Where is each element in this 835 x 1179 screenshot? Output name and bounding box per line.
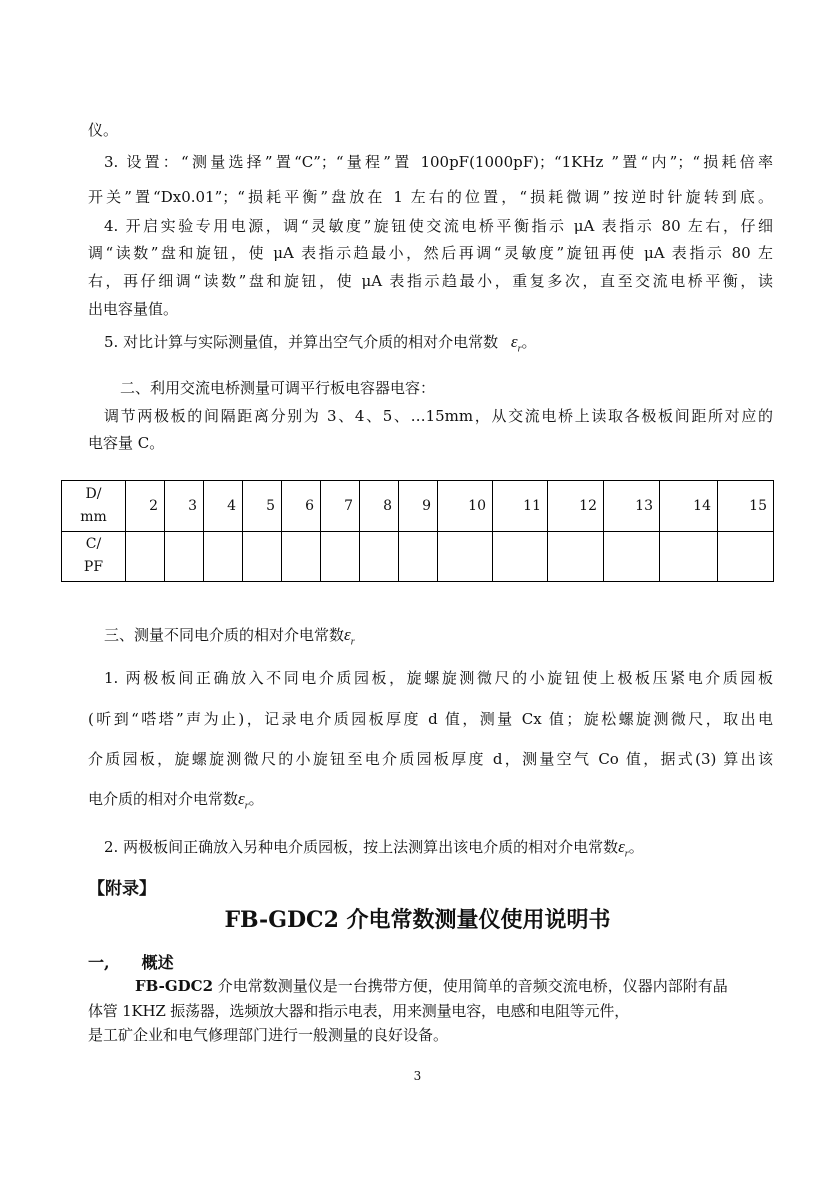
epsilon-char: ε: [618, 837, 625, 856]
capacitance-header-top: C/: [85, 536, 102, 553]
table-cell: 3: [165, 481, 204, 532]
overview-heading-text: 概述: [141, 953, 174, 972]
step3-line1: 3. 设置：“测量选择”置“C”；“量程”置 100pF(1000pF)；“1KHz ”置“内”；“损耗倍率: [104, 153, 773, 171]
epsilon-symbol: [618, 837, 629, 860]
period: 。: [248, 790, 264, 808]
table-cell-empty: [548, 531, 604, 582]
epsilon-sub: r: [517, 343, 522, 355]
table-cell-empty: [438, 531, 493, 582]
overview-line1: [135, 975, 775, 996]
table-cell: 11: [493, 481, 548, 532]
step4-line2: 调“读数”盘和旋钮，使 μA 表指示趋最小，然后再调“灵敏度”旋钮再使 μA 表指示 80 左: [88, 244, 773, 262]
table-row-distance: [62, 481, 774, 532]
table-cell-empty: [204, 531, 243, 582]
overview-line3: 是工矿企业和电气修理部门进行一般测量的良好设备。: [88, 1026, 449, 1044]
table-cell-empty: [493, 531, 548, 582]
epsilon-char: ε: [344, 625, 351, 644]
epsilon-symbol: [238, 789, 249, 812]
step3-line2: 开关”置“Dx0.01”；“损耗平衡”盘放在 1 左右的位置，“损耗微调”按逆时针旋转到底。: [88, 188, 773, 206]
capacitance-header-bottom: PF: [83, 559, 104, 576]
epsilon-symbol: [510, 332, 522, 355]
s3-p1-line1: 1. 两极板间正确放入不同电介质园板，旋螺旋测微尺的小旋钮使上极板压紧电介质园板: [104, 669, 773, 687]
overview-heading: [88, 950, 775, 973]
step4-line4: 出电容量值。: [88, 300, 179, 318]
distance-header-top: D/: [85, 485, 102, 502]
section2-line1: 调节两极板的间隔距离分别为 3、4、5、…15mm，从交流电桥上读取各极板间距所对应的: [104, 407, 773, 425]
table-cell-empty: [718, 531, 774, 582]
overview-line1-text: 介电常数测量仪是一台携带方便，使用简单的音频交流电桥，仪器内部附有晶: [213, 977, 728, 995]
text-line: 仪。: [88, 121, 119, 139]
s3-p1-line3: 介质园板，旋螺旋测微尺的小旋钮至电介质园板厚度 d，测量空气 Co 值，据式(3) 算出该: [88, 750, 773, 768]
epsilon-sub: r: [244, 800, 249, 812]
overview-product-name: FB-GDC2: [135, 977, 214, 995]
capacitance-table: [61, 480, 774, 582]
distance-header: [62, 481, 126, 532]
table-cell-empty: [360, 531, 399, 582]
epsilon-sub: r: [350, 636, 355, 648]
section2-title: 二、利用交流电桥测量可调平行板电容器电容：: [120, 379, 436, 397]
overview-heading-num: 一,: [88, 953, 110, 972]
appendix-label: 【附录】: [88, 879, 156, 899]
table-cell-empty: [126, 531, 165, 582]
table-cell: 7: [321, 481, 360, 532]
table-cell-empty: [604, 531, 660, 582]
s3-p2-line: [104, 836, 775, 859]
table-cell-empty: [660, 531, 718, 582]
table-cell: 2: [126, 481, 165, 532]
table-cell-empty: [321, 531, 360, 582]
epsilon-sub: r: [624, 848, 629, 860]
step4-line3: 右，再仔细调“读数”盘和旋钮，使 μA 表指示趋最小，重复多次，直至交流电桥平衡，读: [88, 272, 773, 290]
table-cell: 4: [204, 481, 243, 532]
step5-text: 5. 对比计算与实际测量值，并算出空气介质的相对介电常数: [104, 333, 499, 351]
s3-p1-line4: [88, 788, 775, 811]
period: 。: [521, 333, 537, 351]
step5-line: [104, 331, 775, 354]
section2-line2: 电容量 C。: [88, 434, 165, 452]
table-cell: 8: [360, 481, 399, 532]
table-cell: 15: [718, 481, 774, 532]
s3-p1-line2: (听到“嗒塔”声为止)，记录电介质园板厚度 d 值，测量 Cx 值；旋松螺旋测微尺，取出电: [88, 710, 773, 728]
s3-p1-line4-text: 电介质的相对介电常数: [88, 790, 239, 808]
table-cell: 12: [548, 481, 604, 532]
table-cell: 5: [243, 481, 282, 532]
s3-p2-text: 2. 两极板间正确放入另种电介质园板，按上法测算出该电介质的相对介电常数: [104, 838, 619, 856]
table-cell-empty: [282, 531, 321, 582]
page-number: 3: [413, 1069, 422, 1083]
table-cell: 14: [660, 481, 718, 532]
period: 。: [628, 838, 644, 856]
distance-header-bottom: mm: [80, 508, 107, 525]
overview-line2: 体管 1KHZ 振荡器，选频放大器和指示电表，用来测量电容，电感和电阻等元件，: [88, 1002, 629, 1020]
table-cell-empty: [165, 531, 204, 582]
table-cell: 10: [438, 481, 493, 532]
table-cell-empty: [243, 531, 282, 582]
manual-title: FB-GDC2 介电常数测量仪使用说明书: [224, 907, 611, 933]
table-cell: 6: [282, 481, 321, 532]
epsilon-char: ε: [238, 789, 245, 808]
capacitance-header: [62, 531, 126, 582]
table-cell: 13: [604, 481, 660, 532]
step4-line1: 4. 开启实验专用电源，调“灵敏度”旋钮使交流电桥平衡指示 μA 表指示 80 左右，仔细: [104, 217, 773, 235]
table-cell: 9: [399, 481, 438, 532]
table-row-capacitance: [62, 531, 774, 582]
table-cell-empty: [399, 531, 438, 582]
epsilon-char: ε: [510, 332, 518, 351]
epsilon-symbol: [344, 625, 355, 648]
section3-title-text: 三、测量不同电介质的相对介电常数: [104, 626, 345, 644]
section3-title: [104, 624, 775, 647]
